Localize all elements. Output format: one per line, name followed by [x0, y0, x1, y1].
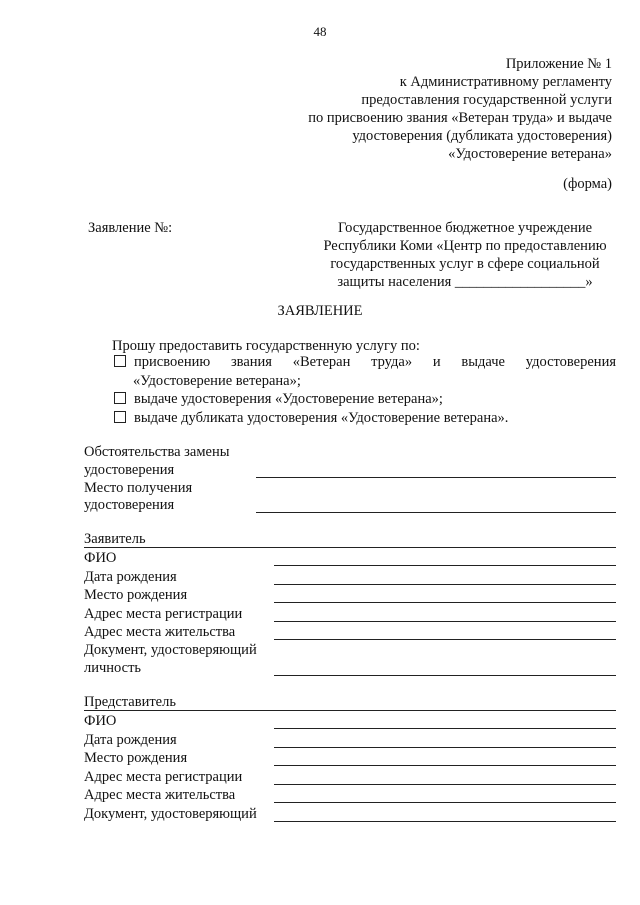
representative-birthplace-label: Место рождения [84, 750, 188, 766]
section-divider [84, 547, 616, 548]
receipt-place-label: Место получения [84, 480, 193, 496]
addressee-line: Республики Коми «Центр по предоставлению [323, 238, 607, 254]
appendix-line: по присвоению звания «Ветеран труда» и выдаче [308, 110, 612, 126]
option-issue-certificate[interactable] [114, 391, 443, 408]
option-word: удостоверения [525, 354, 616, 370]
appendix-line: «Удостоверение ветерана» [448, 146, 612, 162]
applicant-residence-label: Адрес места жительства [84, 624, 236, 640]
checkbox[interactable] [114, 392, 126, 404]
representative-birthdate-label: Дата рождения [84, 732, 177, 748]
applicant-heading: Заявитель [84, 531, 146, 547]
option-word: звания [230, 354, 272, 370]
representative-registration-label: Адрес места регистрации [84, 769, 243, 785]
applicant-fio-label: ФИО [84, 550, 117, 566]
document-title: ЗАЯВЛЕНИЕ [277, 303, 363, 319]
applicant-birthplace-input[interactable] [274, 602, 616, 603]
section-divider [84, 710, 616, 711]
option-issue-duplicate[interactable] [114, 410, 508, 427]
representative-fio-label: ФИО [84, 713, 117, 729]
addressee-line: Государственное бюджетное учреждение [337, 220, 593, 236]
option-word: «Ветеран [292, 354, 351, 370]
form-note: (форма) [563, 176, 612, 192]
receipt-place-label-cont: удостоверения [84, 497, 175, 513]
applicant-registration-label: Адрес места регистрации [84, 606, 243, 622]
representative-residence-input[interactable] [274, 802, 616, 803]
appendix-line: Приложение № 1 [505, 56, 612, 72]
replacement-input-line[interactable] [256, 477, 616, 478]
representative-document-input[interactable] [274, 821, 616, 822]
checkbox[interactable] [114, 411, 126, 423]
appendix-line: предоставления государственной услуги [361, 92, 612, 108]
request-intro: Прошу предоставить государственную услугу по: [112, 338, 420, 354]
applicant-birthdate-label: Дата рождения [84, 569, 177, 585]
page-number: 48 [313, 24, 327, 39]
application-number-label: Заявление №: [88, 220, 173, 236]
applicant-registration-input[interactable] [274, 621, 616, 622]
addressee-line: государственных услуг в сфере социальной [330, 256, 600, 272]
applicant-document-label-cont: личность [84, 660, 142, 676]
applicant-residence-input[interactable] [274, 639, 616, 640]
addressee-line: защиты населения __________________» [337, 274, 593, 290]
representative-document-label: Документ, удостоверяющий [84, 806, 257, 822]
applicant-document-label: Документ, удостоверяющий [84, 642, 257, 658]
replacement-label-cont: удостоверения [84, 462, 175, 478]
applicant-birthplace-label: Место рождения [84, 587, 188, 603]
representative-residence-label: Адрес места жительства [84, 787, 236, 803]
option-word: выдаче [461, 354, 505, 370]
replacement-label: Обстоятельства замены [84, 444, 230, 460]
applicant-fio-input[interactable] [274, 565, 616, 566]
representative-fio-input[interactable] [274, 728, 616, 729]
checkbox[interactable]: присвоению [114, 354, 210, 371]
option-label: выдаче удостоверения «Удостоверение ветерана»; [134, 391, 443, 407]
option-continuation: «Удостоверение ветерана»; [133, 373, 301, 389]
appendix-line: удостоверения (дубликата удостоверения) [352, 128, 612, 144]
applicant-document-input[interactable] [274, 675, 616, 676]
representative-registration-input[interactable] [274, 784, 616, 785]
appendix-line: к Административному регламенту [399, 74, 612, 90]
option-word: и [432, 354, 441, 370]
representative-heading: Представитель [84, 694, 176, 710]
receipt-place-input-line[interactable] [256, 512, 616, 513]
representative-birthdate-input[interactable] [274, 747, 616, 748]
option-word: труда» [371, 354, 413, 370]
representative-birthplace-input[interactable] [274, 765, 616, 766]
applicant-birthdate-input[interactable] [274, 584, 616, 585]
option-label: выдаче дубликата удостоверения «Удостоверение ветерана». [134, 410, 509, 426]
